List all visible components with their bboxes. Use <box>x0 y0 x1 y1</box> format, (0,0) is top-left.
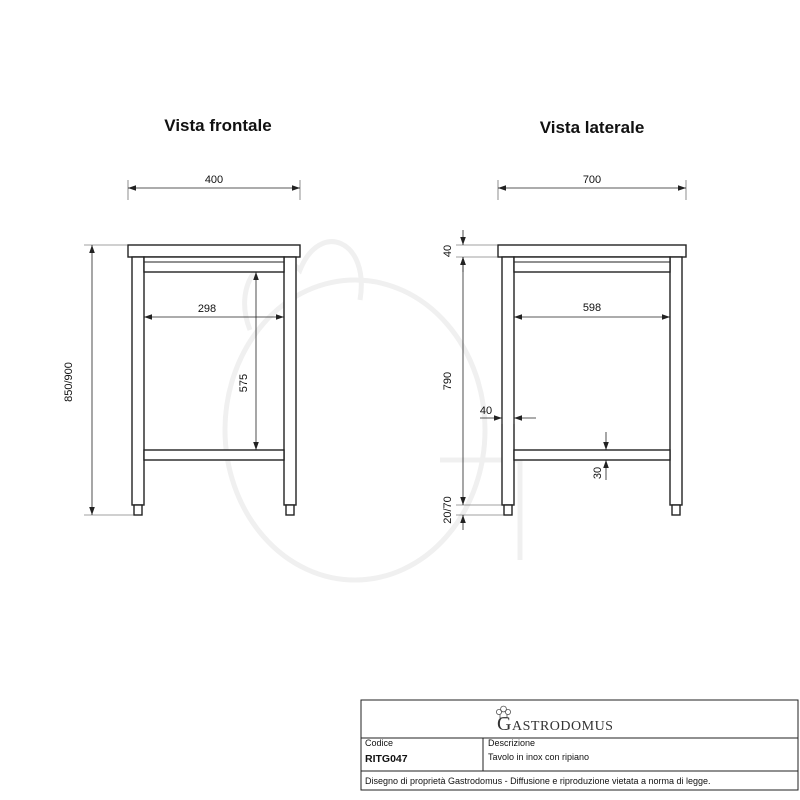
front-view-title: Vista frontale <box>164 116 272 135</box>
dim-side-leg-width: 40 <box>479 405 493 417</box>
front-right-leg <box>284 257 296 505</box>
code-label: Codice <box>365 738 394 748</box>
dim-side-top-thickness: 40 <box>442 244 454 258</box>
description-value: Tavolo in inox con ripiano <box>488 752 590 762</box>
dim-side-shelf-thickness: 30 <box>592 466 604 480</box>
description-label: Descrizione <box>488 738 536 748</box>
brand-initial: G <box>497 713 512 735</box>
front-dimensions <box>63 174 300 515</box>
side-left-foot <box>504 505 512 515</box>
front-left-leg <box>132 257 144 505</box>
dim-side-leg-height: 790 <box>442 371 454 391</box>
title-block <box>361 700 798 790</box>
dim-side-feet: 20/70 <box>442 496 454 524</box>
dim-side-depth: 700 <box>582 174 602 186</box>
side-view-title: Vista laterale <box>539 118 645 137</box>
side-right-leg <box>670 257 682 505</box>
dim-front-inner-width: 298 <box>197 303 217 315</box>
brand-rest: ASTRODOMUS <box>512 719 614 734</box>
front-upper-crossbar <box>144 257 284 272</box>
front-right-foot <box>286 505 294 515</box>
footer-notice: Disegno di proprietà Gastrodomus - Diffusione e riproduzione vietata a norma di legge. <box>365 776 711 786</box>
dim-front-width: 400 <box>204 174 224 186</box>
side-left-leg <box>502 257 514 505</box>
side-shelf <box>514 450 670 460</box>
side-right-foot <box>672 505 680 515</box>
front-table-top <box>128 245 300 257</box>
dim-front-shelf-height: 575 <box>238 373 250 393</box>
watermark-logo <box>225 242 520 580</box>
side-table-top <box>498 245 686 257</box>
side-upper-crossbar <box>514 257 670 272</box>
dim-side-inner-depth: 598 <box>582 302 602 314</box>
front-shelf <box>144 450 284 460</box>
front-left-foot <box>134 505 142 515</box>
code-value: RITG047 <box>365 753 408 765</box>
front-view <box>128 245 300 515</box>
dim-front-total-height: 850/900 <box>63 362 75 402</box>
